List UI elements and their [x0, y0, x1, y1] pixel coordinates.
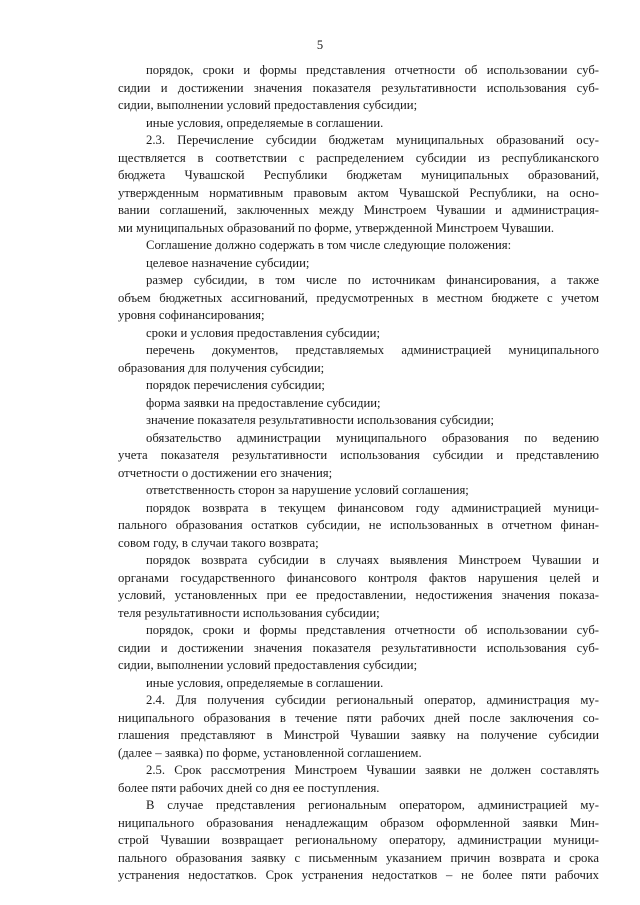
- text-line: учета показателя результативности использования субсидии и представлению: [118, 448, 599, 462]
- page-number: 5: [316, 38, 324, 52]
- text-line: уровня софинансирования;: [118, 308, 265, 322]
- text-line: отчетности о достижении его значения;: [118, 465, 333, 480]
- text-line: порядок, сроки и формы представления отчетности об использовании суб-: [146, 623, 599, 637]
- text-line: 2.5. Срок рассмотрения Минстроем Чувашии заявки не должен составлять: [146, 763, 599, 777]
- text-line: бюджета Чувашской Республики бюджетам муниципальных образований,: [118, 168, 599, 182]
- text-line: целевое назначение субсидии;: [146, 255, 310, 270]
- text-line: форма заявки на предоставление субсидии;: [146, 395, 381, 410]
- text-line: объем бюджетных ассигнований, предусмотренных в местном бюджете с учетом: [118, 290, 599, 305]
- text-line: глашения представляют в Минстрой Чувашии заявку на получение субсидии: [118, 728, 599, 742]
- text-line: сидии и достижении значения показателя результативности использования суб-: [118, 640, 599, 655]
- text-line: размер субсидии, в том числе по источникам финансирования, а также: [146, 273, 599, 287]
- text-line: строй Чувашии возвращает региональному оператору, администрации муници-: [118, 833, 599, 847]
- text-line: порядок возврата субсидии в случаях выявления Минстроем Чувашии и: [146, 553, 599, 567]
- text-line: ществляется в соответствии с распределением субсидии из республиканского: [118, 150, 599, 165]
- text-line: порядок, сроки и формы представления отчетности об использовании суб-: [146, 63, 599, 77]
- text-line: теля результативности использования субсидии;: [118, 605, 380, 620]
- text-line: ответственность сторон за нарушение условий соглашения;: [146, 483, 469, 497]
- text-line: совом году, в случаи такого возврата;: [118, 535, 319, 550]
- text-line: иные условия, определяемые в соглашении.: [146, 115, 384, 130]
- text-line: порядок возврата в текущем финансовом году администрацией муници-: [146, 500, 599, 515]
- text-line: сидии и достижении значения показателя результативности использования суб-: [118, 80, 599, 95]
- text-line: В случае представления региональным оператором, администрацией му-: [146, 798, 599, 812]
- text-line: обязательство администрации муниципального образования по ведению: [146, 430, 599, 445]
- text-line: вании соглашений, заключенных между Минстроем Чувашии и администрация-: [118, 203, 599, 217]
- text-line: условий, установленных при ее предоставлении, недостижения значения показа-: [118, 588, 599, 602]
- text-line: сроки и условия предоставления субсидии;: [146, 325, 380, 340]
- text-line: ми муниципальных образований по форме, утвержденной Минстроем Чувашии.: [118, 220, 555, 235]
- text-line: порядок перечисления субсидии;: [146, 378, 325, 392]
- text-line: (далее – заявка) по форме, установленной соглашением.: [118, 745, 422, 760]
- text-line: утвержденным нормативным правовым актом Чувашской Республики, на осно-: [118, 185, 599, 200]
- text-line: устранения недостатков. Срок устранения недостатков – не более пяти рабочих: [118, 868, 599, 882]
- text-line: более пяти рабочих дней со дня ее поступления.: [118, 780, 380, 795]
- text-line: ниципального образования в течение пяти рабочих дней после заключения со-: [118, 710, 599, 725]
- text-line: 2.4. Для получения субсидии региональный оператор, администрация му-: [146, 693, 599, 707]
- text-line: сидии, выполнении условий предоставления субсидии;: [118, 98, 418, 112]
- text-line: органами государственного финансового контроля фактов нарушения целей и: [118, 570, 599, 585]
- text-line: сидии, выполнении условий предоставления субсидии;: [118, 658, 418, 672]
- text-line: пального образования заявку с письменным указанием причин возврата и срока: [118, 850, 599, 865]
- text-line: ниципального образования ненадлежащим образом оформленной заявки Мин-: [118, 815, 599, 830]
- text-line: иные условия, определяемые в соглашении.: [146, 675, 384, 690]
- text-line: Соглашение должно содержать в том числе следующие положения:: [146, 238, 512, 252]
- text-line: пального образования остатков субсидии, не использованных в отчетном финан-: [118, 518, 599, 532]
- text-line: значение показателя результативности использования субсидии;: [146, 413, 494, 427]
- text-line: 2.3. Перечисление субсидии бюджетам муниципальных образований осу-: [146, 133, 599, 147]
- text-line: образования для получения субсидии;: [118, 360, 325, 375]
- text-line: перечень документов, представляемых администрацией муниципального: [146, 343, 599, 357]
- document-body: [118, 62, 599, 885]
